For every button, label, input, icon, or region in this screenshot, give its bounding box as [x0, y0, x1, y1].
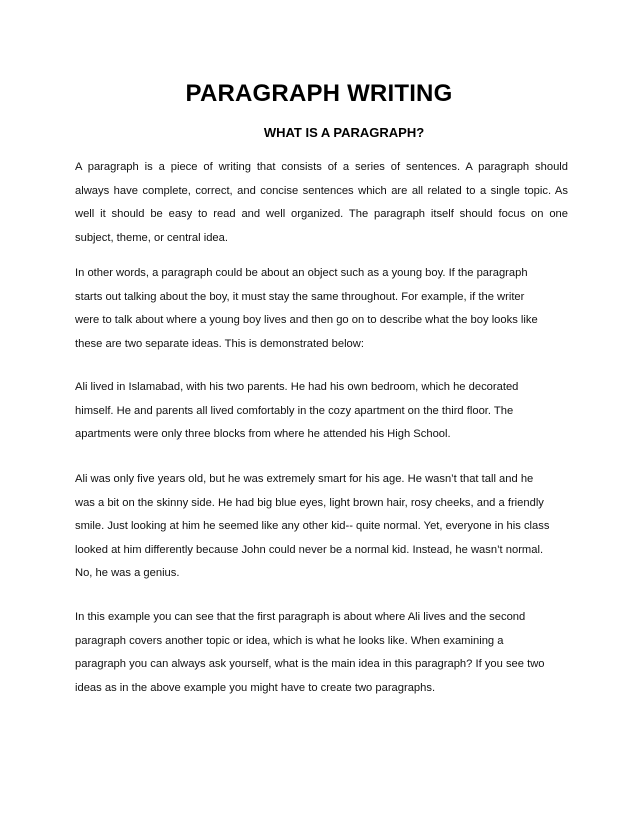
text-line: starts out talking about the boy, it must stay the same throughout. For example, if the writer: [75, 290, 525, 303]
text-line: A paragraph is a piece of writing that consists of a series of sentences. A paragraph should: [75, 161, 568, 173]
text-line: No, he was a genius.: [75, 567, 180, 579]
text-line: looked at him differently because John could never be a normal kid. Instead, he wasn’t normal.: [75, 543, 544, 556]
page-title: PARAGRAPH WRITING: [185, 80, 453, 107]
text-line: paragraph you can always ask yourself, what is the main idea in this paragraph? If you see two: [75, 658, 545, 670]
paragraph-conclusion: [75, 606, 568, 700]
text-line: were to talk about where a young boy lives and then go on to describe what the boy looks like: [75, 314, 538, 326]
paragraph-explanation: [75, 262, 568, 356]
text-line: In this example you can see that the first paragraph is about where Ali lives and the second: [75, 611, 526, 623]
text-line: Ali lived in Islamabad, with his two parents. He had his own bedroom, which he decorated: [75, 381, 519, 393]
text-line: himself. He and parents all lived comfortably in the cozy apartment on the third floor. The: [75, 404, 514, 417]
text-line: was a bit on the skinny side. He had big blue eyes, light brown hair, rosy cheeks, and a friendly: [75, 496, 544, 509]
text-line: always have complete, correct, and concise sentences which are all related to a single topic. As: [75, 184, 568, 197]
text-line: well it should be easy to read and well organized. The paragraph itself should focus on one: [75, 208, 568, 220]
text-line: subject, theme, or central idea.: [75, 231, 228, 244]
text-line: ideas as in the above example you might have to create two paragraphs.: [75, 681, 436, 694]
text-line: apartments were only three blocks from where he attended his High School.: [75, 428, 451, 440]
text-line: Ali was only five years old, but he was extremely smart for his age. He wasn’t that tall and he: [75, 473, 534, 485]
paragraph-definition: [75, 156, 568, 250]
paragraph-example-one: [75, 376, 568, 447]
text-line: paragraph covers another topic or idea, which is what he looks like. When examining a: [75, 634, 504, 647]
paragraph-example-two: [75, 468, 568, 586]
text-line: these are two separate ideas. This is demonstrated below:: [75, 337, 364, 350]
text-line: In other words, a paragraph could be about an object such as a young boy. If the paragraph: [75, 267, 528, 279]
section-heading: WHAT IS A PARAGRAPH?: [263, 125, 425, 140]
text-line: smile. Just looking at him he seemed like any other kid-- quite normal. Yet, everyone in his class: [75, 520, 550, 532]
